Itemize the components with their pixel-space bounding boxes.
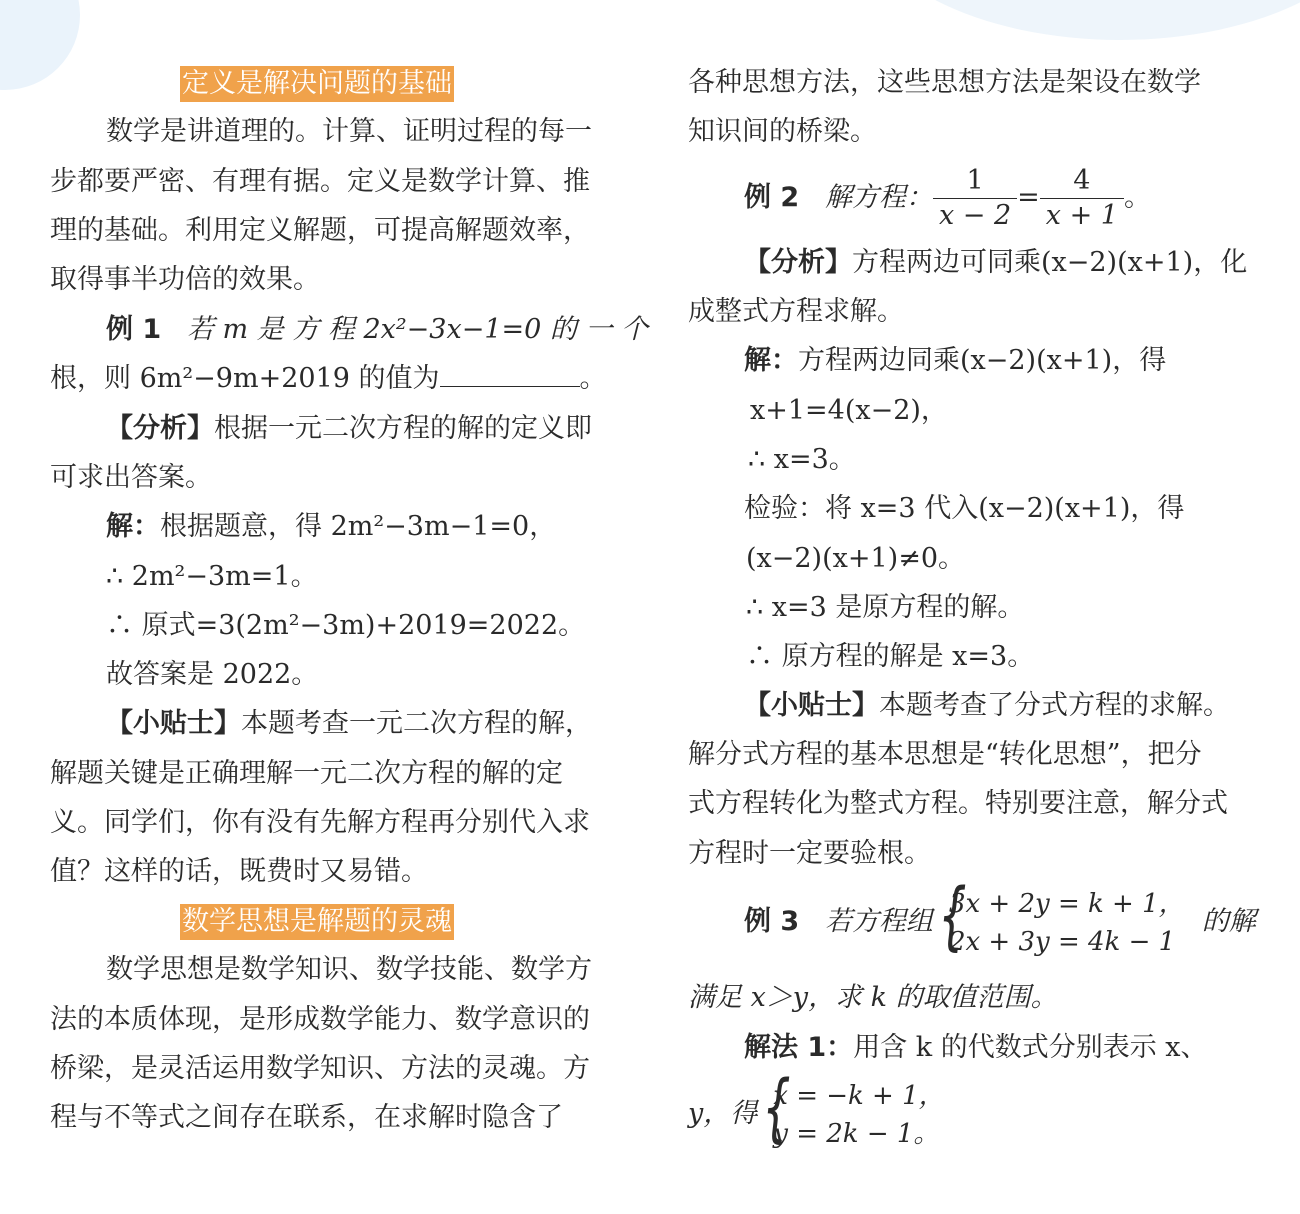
example-label: 例 2	[744, 182, 800, 213]
answer-blank	[440, 362, 580, 387]
example-text: 解方程：	[824, 182, 933, 213]
solution-line	[744, 341, 1166, 381]
analysis-label: 【分析】	[106, 413, 214, 444]
analysis-line: 可求出答案。	[50, 462, 212, 493]
solution-line: x+1=4(x−2)，	[750, 395, 948, 426]
brace-icon: {	[938, 872, 967, 959]
numerator: 1	[933, 164, 1017, 199]
tip-line	[106, 704, 592, 744]
solution-line: ∴ 原方程的解是 x=3。	[746, 641, 1035, 672]
solution-line: ∴ 原式=3(2m²−3m)+2019=2022。	[106, 610, 586, 641]
example-text: 的解	[1201, 906, 1256, 937]
corner-decoration-right	[860, 0, 1300, 40]
section-heading-definition: 定义是解决问题的基础	[180, 66, 454, 102]
equation-system	[757, 1064, 945, 1153]
tip-line: 义。同学们，你有没有先解方程再分别代入求	[50, 807, 590, 838]
paragraph-line: 知识间的桥梁。	[688, 116, 877, 147]
solution-line: ∴ 2m²−3m=1。	[106, 561, 318, 592]
solution-text: 方程两边同乘(x−2)(x+1)，得	[798, 345, 1167, 376]
equation-row: 3x + 2y = k + 1，	[948, 888, 1185, 919]
tip-line: 方程时一定要验根。	[688, 838, 931, 869]
fraction	[933, 164, 1017, 233]
tip-line	[744, 686, 1230, 726]
equation-system	[933, 872, 1185, 961]
paragraph-line: 各种思想方法，这些思想方法是架设在数学	[688, 67, 1201, 98]
method-label: 解法 1：	[744, 1032, 854, 1063]
solution-label: 解：	[744, 345, 798, 376]
equation-row: 2x + 3y = 4k − 1	[948, 926, 1176, 957]
equation-row: y = 2k − 1。	[773, 1118, 940, 1149]
paragraph-line: 理的基础。利用定义解题，可提高解题效率，	[50, 215, 590, 246]
paragraph-line: 桥梁，是灵活运用数学知识、方法的灵魂。方	[50, 1053, 590, 1084]
example-text: 根，则 6m²−9m+2019 的值为	[50, 363, 440, 394]
analysis-text: 根据一元二次方程的解的定义即	[214, 413, 592, 444]
analysis-line	[744, 243, 1247, 283]
tip-line: 解题关键是正确理解一元二次方程的解的定	[50, 758, 563, 789]
example-3-line2: 满足 x＞y，求 k 的取值范围。	[688, 982, 1058, 1013]
solution-line: ∴ x=3 是原方程的解。	[746, 592, 1025, 623]
method-text: 用含 k 的代数式分别表示 x、	[853, 1032, 1208, 1063]
paragraph-line: 程与不等式之间存在联系，在求解时隐含了	[50, 1102, 563, 1133]
denominator: x − 2	[938, 200, 1012, 231]
paragraph-line: 步都要严密、有理有据。定义是数学计算、推	[50, 166, 590, 197]
numerator: 4	[1040, 164, 1124, 199]
tip-text: 本题考查一元二次方程的解，	[241, 708, 592, 739]
punct: 。	[579, 363, 607, 394]
example-1-line2	[50, 359, 607, 399]
tip-text: 本题考查了分式方程的求解。	[879, 690, 1230, 721]
example-label: 例 3	[744, 906, 800, 937]
tip-line: 值？这样的话，既费时又易错。	[50, 856, 428, 887]
tip-line: 式方程转化为整式方程。特别要注意，解分式	[688, 788, 1228, 819]
tip-line: 解分式方程的基本思想是“转化思想”，把分	[688, 739, 1202, 770]
analysis-text: 方程两边可同乘(x−2)(x+1)，化	[852, 247, 1248, 278]
paragraph-line: 取得事半功倍的效果。	[50, 264, 320, 295]
example-2	[744, 162, 1151, 234]
corner-decoration-left	[0, 0, 80, 90]
denominator: x + 1	[1045, 200, 1118, 231]
fraction	[1040, 164, 1124, 233]
punct: 。	[1123, 182, 1151, 213]
analysis-label: 【分析】	[744, 247, 852, 278]
paragraph-line: 数学是讲道理的。计算、证明过程的每一	[106, 116, 592, 147]
analysis-line	[106, 409, 592, 449]
section-heading-thinking: 数学思想是解题的灵魂	[180, 904, 454, 940]
example-label: 例 1	[106, 314, 162, 345]
method-text: y，得	[688, 1098, 758, 1129]
brace-icon: {	[762, 1064, 791, 1151]
solution-label: 解：	[106, 511, 160, 542]
equals-sign: =	[1017, 182, 1040, 213]
example-1-line1	[106, 310, 648, 350]
tip-label: 【小贴士】	[744, 690, 879, 721]
solution-line: 检验：将 x=3 代入(x−2)(x+1)，得	[744, 493, 1185, 524]
equation-row: x = −k + 1，	[773, 1080, 945, 1111]
example-3	[744, 872, 1256, 962]
example-text: 若 m 是 方 程 2x²−3x−1=0 的 一 个	[186, 314, 649, 345]
paragraph-line: 数学思想是数学知识、数学技能、数学方	[106, 954, 592, 985]
method-1-system	[688, 1064, 945, 1154]
solution-text: 根据题意，得 2m²−3m−1=0，	[160, 511, 557, 542]
method-1-line	[744, 1028, 1208, 1068]
paragraph-line: 法的本质体现，是形成数学能力、数学意识的	[50, 1004, 590, 1035]
analysis-line: 成整式方程求解。	[688, 296, 904, 327]
example-text: 若方程组	[824, 906, 933, 937]
solution-line: ∴ x=3。	[748, 444, 856, 475]
solution-line: (x−2)(x+1)≠0。	[746, 543, 965, 574]
solution-line	[106, 507, 556, 547]
solution-line: 故答案是 2022。	[106, 659, 319, 690]
tip-label: 【小贴士】	[106, 708, 241, 739]
